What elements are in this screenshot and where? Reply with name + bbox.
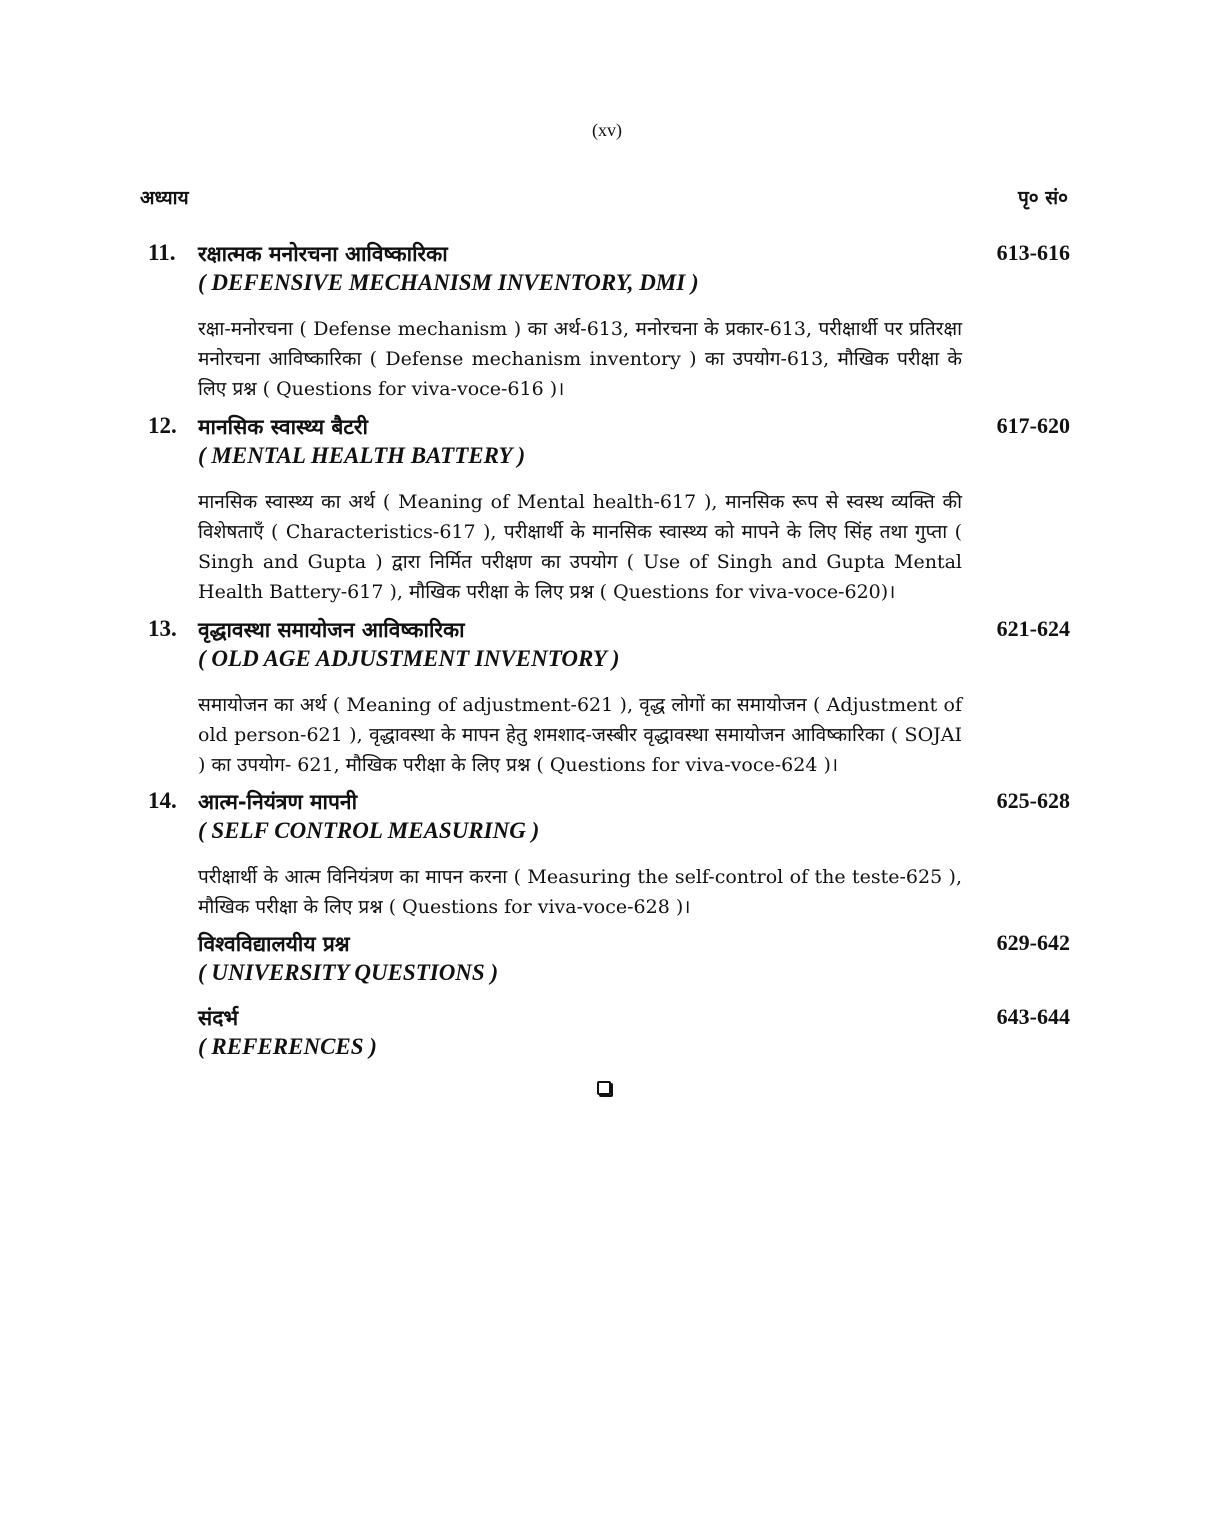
chapter-page-range: 613-616: [996, 240, 1070, 265]
chapter-description: मानसिक स्वास्थ्य का अर्थ ( Meaning of Mental health-617 ), मानसिक रूप से स्वस्थ व्यक्ति की विशेषताएँ ( Characteristics-617 ), परीक्षार्थी के मानसिक स्वास्थ्य को मापने के लिए सिंह तथा गुप्ता ( Singh and Gupta ) द्वारा निर्मित परीक्षण का उपयोग ( Use of Singh and Gupta Mental Health Battery-617 ), मौखिक परीक्षा के लिए प्रश्न ( Questions for viva-voce-620)।: [198, 491, 962, 603]
toc-entry: [140, 413, 1070, 603]
section-title-english: ( REFERENCES ): [198, 1034, 377, 1059]
section-page-range: 643-644: [996, 1004, 1070, 1029]
chapter-title-hindi: वृद्धावस्था समायोजन आविष्कारिका: [198, 618, 465, 642]
section-title-hindi: विश्वविद्यालयीय प्रश्न: [198, 932, 350, 956]
chapter-page-range: 621-624: [996, 616, 1070, 641]
chapter-title-hindi: रक्षात्मक मनोरचना आविष्कारिका: [198, 242, 448, 266]
section-page-range: 629-642: [996, 930, 1070, 955]
page-number: (xv): [592, 120, 622, 140]
chapter-column-header: अध्याय: [140, 187, 189, 209]
chapter-number: 12.: [148, 413, 177, 438]
chapter-page-range: 617-620: [996, 413, 1070, 438]
toc-entry: [140, 1004, 1070, 1068]
chapter-title-english: ( MENTAL HEALTH BATTERY ): [198, 443, 526, 468]
section-title-english: ( UNIVERSITY QUESTIONS ): [198, 960, 499, 985]
chapter-number: 14.: [148, 788, 177, 813]
toc-entry: [140, 788, 1070, 918]
chapter-title-english: ( OLD AGE ADJUSTMENT INVENTORY ): [198, 646, 620, 671]
toc-entry: [140, 616, 1070, 776]
toc-entry: [140, 240, 1070, 400]
chapter-title-hindi: आत्म-नियंत्रण मापनी: [198, 790, 358, 814]
chapter-number: 11.: [148, 240, 176, 265]
section-title-hindi: संदर्भ: [198, 1006, 239, 1030]
chapter-description: परीक्षार्थी के आत्म विनियंत्रण का मापन करना ( Measuring the self-control of the teste-625 ), मौखिक परीक्षा के लिए प्रश्न ( Questions for viva-voce-628 )।: [198, 866, 962, 918]
chapter-description: समायोजन का अर्थ ( Meaning of adjustment-621 ), वृद्ध लोगों का समायोजन ( Adjustment of old person-621 ), वृद्धावस्था के मापन हेतु शमशाद-जस्बीर वृद्धावस्था समायोजन आविष्कारिका ( SOJAI ) का उपयोग- 621, मौखिक परीक्षा के लिए प्रश्न ( Questions for viva-voce-624 )।: [198, 694, 962, 776]
chapter-page-range: 625-628: [996, 788, 1070, 813]
page-column-header: पृ० सं०: [1017, 187, 1068, 209]
end-of-section-square-icon: [597, 1081, 611, 1095]
chapter-title-english: ( DEFENSIVE MECHANISM INVENTORY, DMI ): [198, 270, 699, 295]
chapter-title-english: ( SELF CONTROL MEASURING ): [198, 818, 540, 843]
chapter-number: 13.: [148, 616, 177, 641]
chapter-title-hindi: मानसिक स्वास्थ्य बैटरी: [198, 415, 368, 439]
chapter-description: रक्षा-मनोरचना ( Defense mechanism ) का अर्थ-613, मनोरचना के प्रकार-613, परीक्षार्थी पर प्रतिरक्षा मनोरचना आविष्कारिका ( Defense mechanism inventory ) का उपयोग-613, मौखिक परीक्षा के लिए प्रश्न ( Questions for viva-voce-616 )।: [198, 318, 962, 400]
toc-entry: [140, 930, 1070, 994]
